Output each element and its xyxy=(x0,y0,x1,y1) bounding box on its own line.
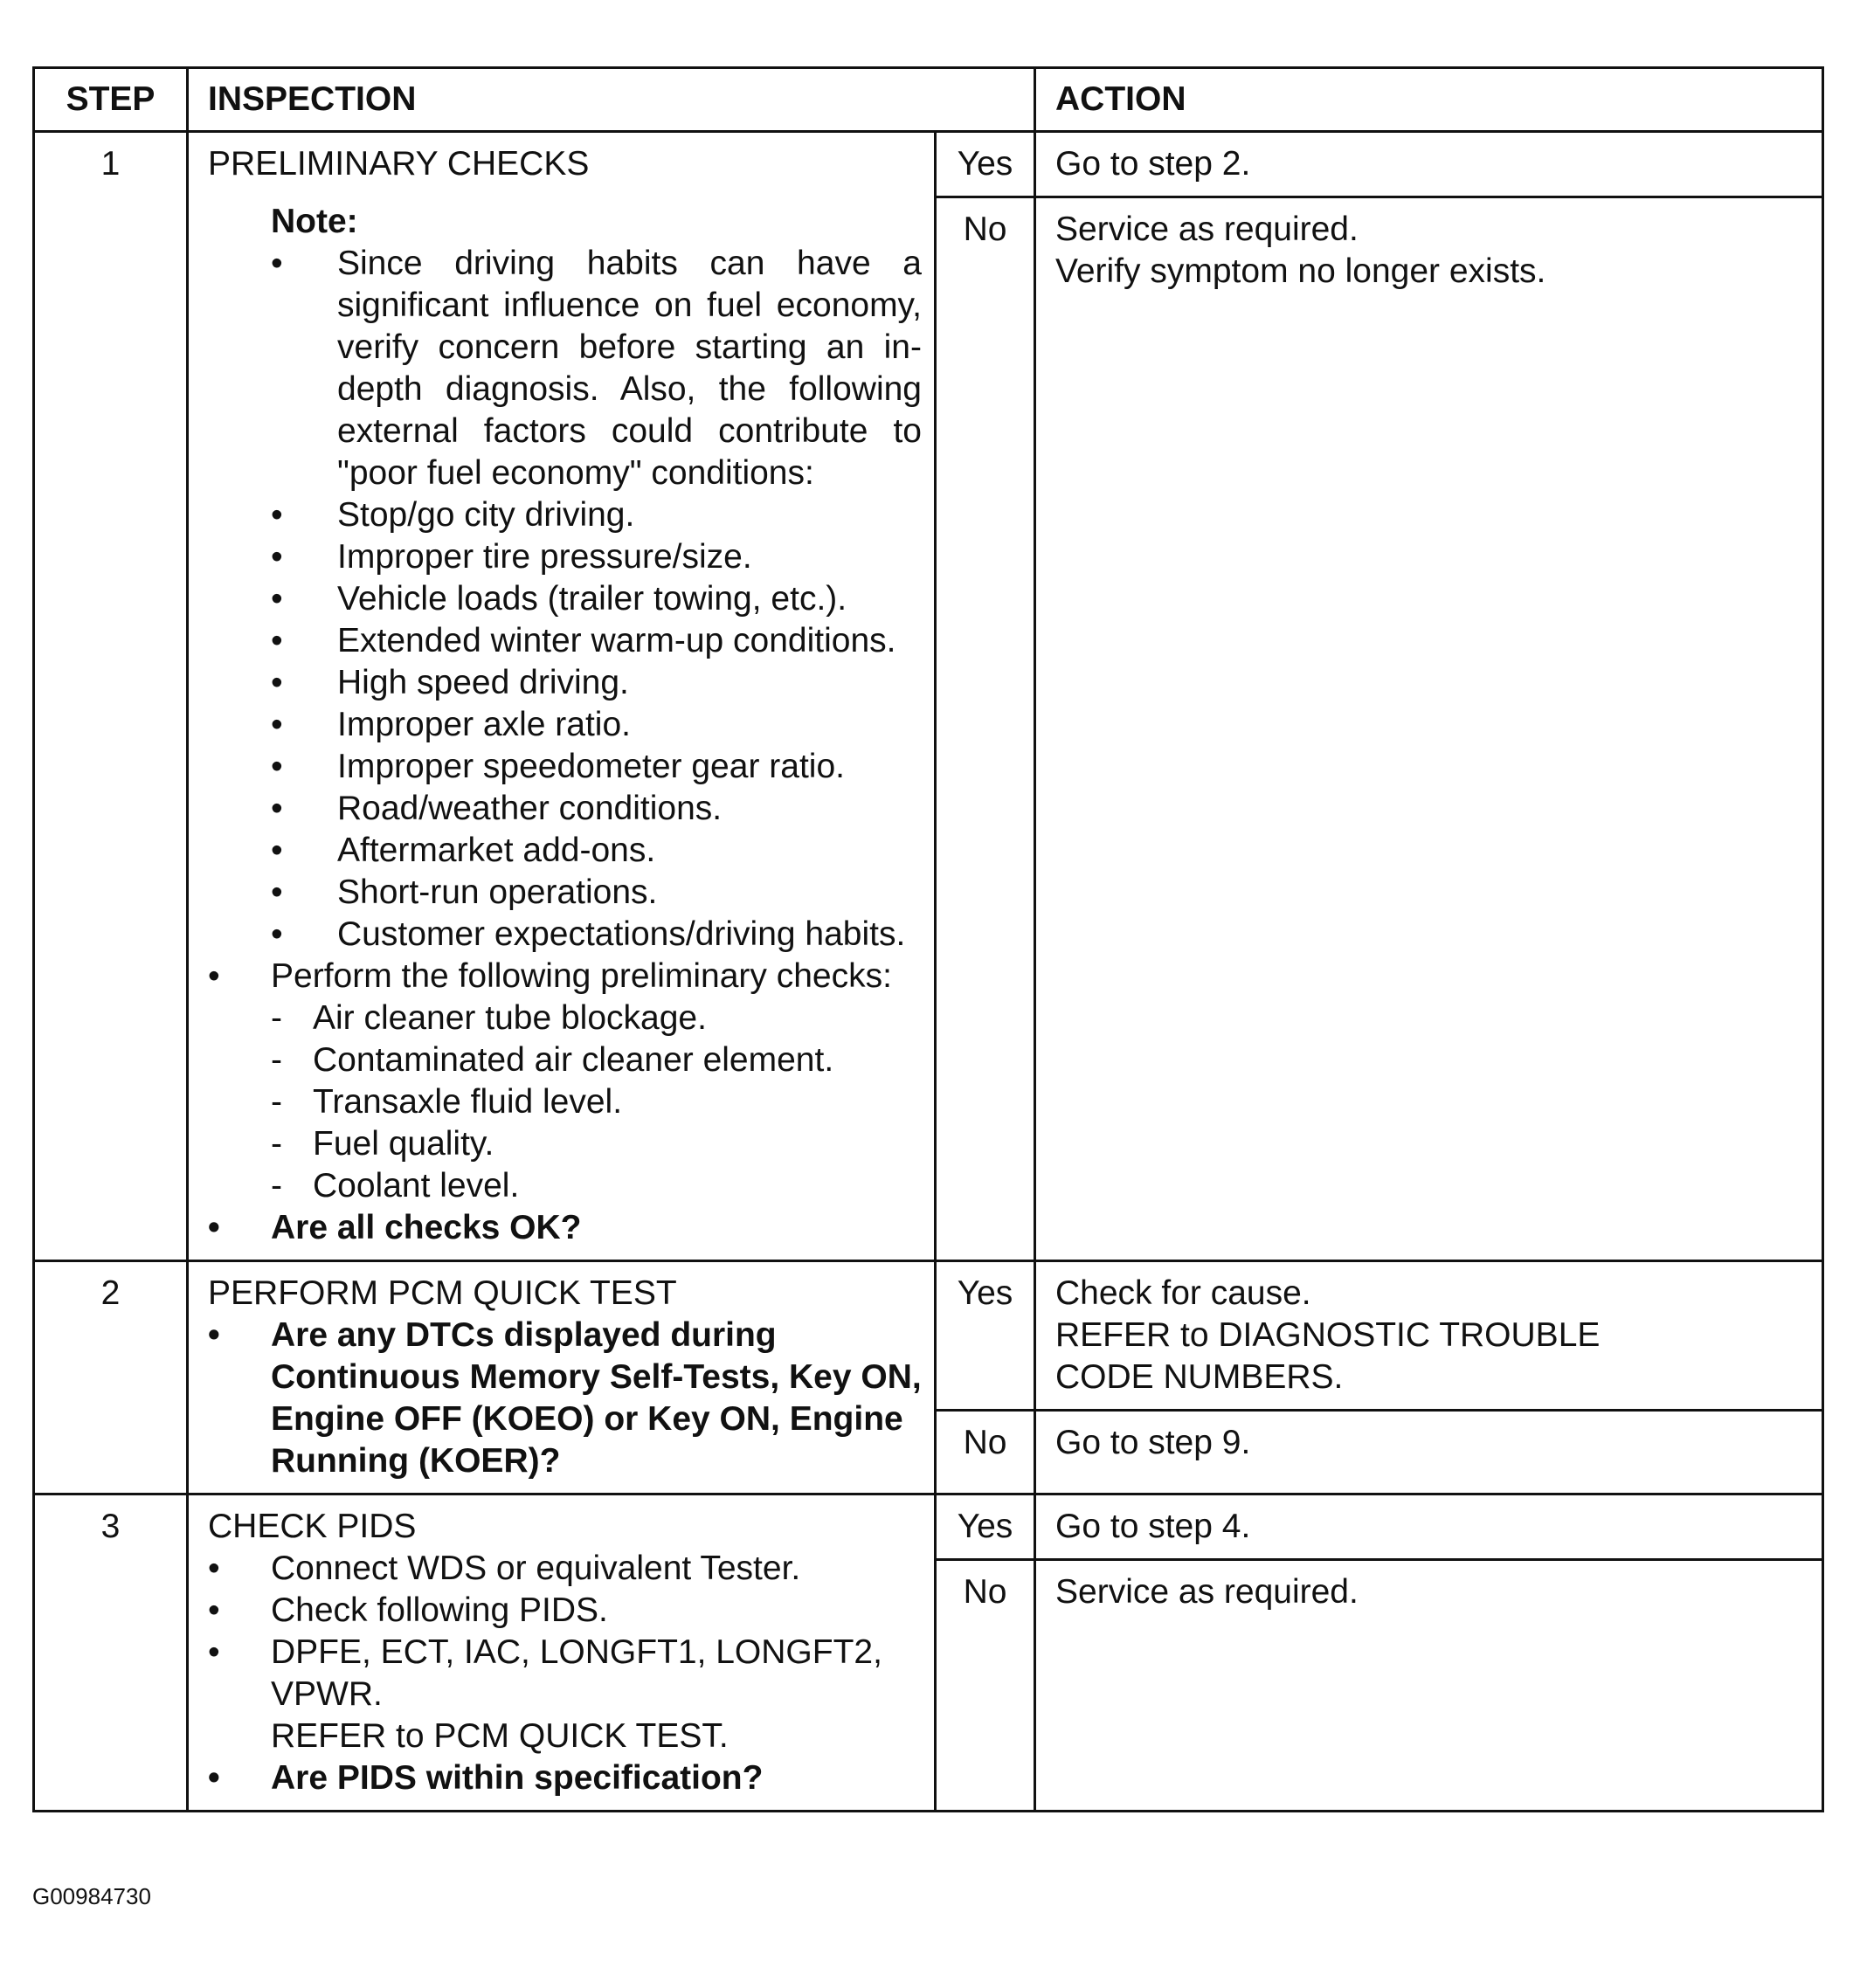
note-item: • High speed driving. xyxy=(208,662,922,704)
step-2-number: 2 xyxy=(34,1261,188,1494)
step-1-yes-action: Go to step 2. xyxy=(1035,132,1823,197)
action-line: Check for cause. xyxy=(1055,1274,1311,1312)
step-1-no-label: No xyxy=(936,197,1035,1261)
step-3-refer: REFER to PCM QUICK TEST. xyxy=(271,1717,729,1755)
step-1-question-list xyxy=(208,1207,922,1249)
step-1-question: • Are all checks OK? xyxy=(208,1207,922,1249)
check-item: - Transaxle fluid level. xyxy=(208,1081,922,1123)
note-item: • Road/weather conditions. xyxy=(208,788,922,830)
step-2-no-label: No xyxy=(936,1411,1035,1494)
step-1-check-list xyxy=(208,997,922,1207)
step-3-yes-action: Go to step 4. xyxy=(1035,1494,1823,1560)
step-1-note-list xyxy=(208,243,922,956)
check-item: - Coolant level. xyxy=(208,1165,922,1207)
step-2-question-list xyxy=(208,1315,922,1482)
header-action: ACTION xyxy=(1035,68,1823,132)
header-inspection: INSPECTION xyxy=(188,68,1035,132)
step-1-yes-row xyxy=(34,132,1823,197)
step-2-title: PERFORM PCM QUICK TEST xyxy=(208,1274,677,1312)
note-item: • Stop/go city driving. xyxy=(208,494,922,536)
step-1-yes-label: Yes xyxy=(936,132,1035,197)
note-item: • Improper axle ratio. xyxy=(208,704,922,746)
step-1-no-action xyxy=(1035,197,1823,1261)
step-3-yes-label: Yes xyxy=(936,1494,1035,1560)
action-line: CODE NUMBERS. xyxy=(1055,1358,1344,1396)
pid-item: • Connect WDS or equivalent Tester. xyxy=(208,1548,922,1590)
diagnostic-table xyxy=(32,66,1824,1812)
step-1-number: 1 xyxy=(34,132,188,1261)
step-3-no-label: No xyxy=(936,1560,1035,1812)
step-3-title: CHECK PIDS xyxy=(208,1508,417,1545)
note-item: • Customer expectations/driving habits. xyxy=(208,914,922,956)
step-2-yes-row xyxy=(34,1261,1823,1411)
step-3-number: 3 xyxy=(34,1494,188,1812)
step-3-inspection xyxy=(188,1494,936,1812)
note-item: • Improper tire pressure/size. xyxy=(208,536,922,578)
action-line: Verify symptom no longer exists. xyxy=(1055,252,1546,290)
step-1-title: PRELIMINARY CHECKS xyxy=(208,145,590,183)
step-1-perform-list xyxy=(208,956,922,997)
header-step: STEP xyxy=(34,68,188,132)
step-2-question: • Are any DTCs displayed during Continuous Memory Self-Tests, Key ON, Engine OFF (KOEO) or Key ON, Engine Running (KOER)? xyxy=(208,1315,922,1482)
step-2-no-action: Go to step 9. xyxy=(1035,1411,1823,1494)
step-1-inspection xyxy=(188,132,936,1261)
step-3-item-list xyxy=(208,1548,922,1715)
action-line: Service as required. xyxy=(1055,211,1359,248)
pid-item: • Check following PIDS. xyxy=(208,1590,922,1632)
step-3-question: • Are PIDS within specification? xyxy=(208,1757,922,1799)
header-row xyxy=(34,68,1823,132)
step-2-inspection xyxy=(188,1261,936,1494)
pid-item: • DPFE, ECT, IAC, LONGFT1, LONGFT2, VPWR. xyxy=(208,1632,922,1715)
figure-id: G00984730 xyxy=(32,1883,151,1909)
step-1-note-label: Note: xyxy=(271,203,358,240)
step-2-yes-label: Yes xyxy=(936,1261,1035,1411)
perform-label: Perform the following preliminary checks: xyxy=(271,957,892,995)
note-item: • Aftermarket add-ons. xyxy=(208,830,922,872)
step-2-yes-action xyxy=(1035,1261,1823,1411)
step-3-yes-row xyxy=(34,1494,1823,1560)
step-3-question-list xyxy=(208,1757,922,1799)
note-item: • Since driving habits can have a significant influence on fuel economy, verify concern before starting an in-depth diagnosis. Also, the following external factors could contribute to "poor fuel economy" conditions: xyxy=(208,243,922,494)
note-item: • Extended winter warm-up conditions. xyxy=(208,620,922,662)
check-item: - Fuel quality. xyxy=(208,1123,922,1165)
note-item: • Vehicle loads (trailer towing, etc.). xyxy=(208,578,922,620)
check-item: - Contaminated air cleaner element. xyxy=(208,1039,922,1081)
action-line: REFER to DIAGNOSTIC TROUBLE xyxy=(1055,1316,1601,1354)
note-item: • Improper speedometer gear ratio. xyxy=(208,746,922,788)
step-3-no-action: Service as required. xyxy=(1035,1560,1823,1812)
perform-item xyxy=(208,956,922,997)
note-item: • Short-run operations. xyxy=(208,872,922,914)
check-item: - Air cleaner tube blockage. xyxy=(208,997,922,1039)
